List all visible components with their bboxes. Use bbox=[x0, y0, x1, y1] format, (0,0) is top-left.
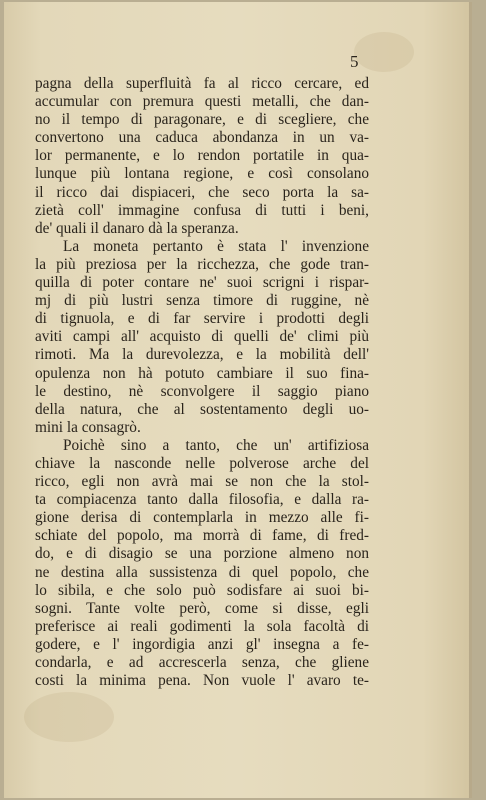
text-line: costi la minima pena. Non vuole l' avaro te- bbox=[35, 672, 369, 690]
text-line: di tignuola, e di far servire i prodotti degli bbox=[35, 310, 369, 328]
text-line: condarla, e ad accrescerla senza, che gliene bbox=[35, 654, 369, 671]
text-line: lo sibila, e che solo può sodisfare ai suoi bi- bbox=[35, 581, 369, 599]
text-line: Poichè sino a tanto, che un' artifiziosa bbox=[63, 436, 369, 454]
text-line: de' quali il danaro dà la speranza. bbox=[35, 219, 239, 237]
text-line: rimoti. Ma la durevolezza, e la mobilità dell' bbox=[35, 346, 369, 364]
text-line: zietà coll' immagine confusa di tutti i beni, bbox=[35, 201, 369, 219]
text-line: La moneta pertanto è stata l' invenzione bbox=[63, 237, 369, 255]
text-line: opulenza non hà potuto cambiare il suo fina- bbox=[35, 364, 369, 382]
book-page bbox=[4, 2, 472, 798]
text-line: mini la consagrò. bbox=[35, 418, 141, 436]
text-line: pagna della superfluità fa al ricco cercare, ed bbox=[35, 75, 369, 92]
text-line: aviti campi all' acquisto di quelli de' climi più bbox=[35, 328, 369, 346]
text-line: no il tempo di paragonare, e di scegliere, che bbox=[35, 111, 369, 129]
text-line: ne destina alla sussistenza di quel popolo, che bbox=[35, 563, 369, 581]
text-line: lor permanente, e lo rendon portatile in qua- bbox=[35, 147, 369, 165]
text-line: lunque più lontana regione, e così consolano bbox=[35, 165, 369, 183]
text-line: quilla di poter contare ne' suoi scrigni i rispar- bbox=[35, 274, 369, 292]
text-line: do, e di disagio se una porzione almeno non bbox=[35, 545, 369, 563]
text-line: ta compiacenza tanto dalla filosofia, e dalla ra- bbox=[35, 491, 369, 509]
text-line: godere, e l' ingordigia anzi gl' insegna a fe- bbox=[35, 635, 369, 653]
text-line: della natura, che al sostentamento degli uo- bbox=[35, 400, 369, 418]
text-line: sogni. Tante volte però, come si disse, egli bbox=[35, 599, 369, 617]
text-line: il ricco dai dispiaceri, che seco porta la sa- bbox=[35, 183, 369, 201]
paper-stain bbox=[24, 692, 114, 742]
paper-stain bbox=[354, 32, 414, 72]
text-line: chiave la nasconde nelle polverose arche del bbox=[35, 454, 369, 472]
body-text bbox=[35, 75, 369, 690]
text-line: ricco, egli non avrà mai se non che la stol- bbox=[35, 473, 369, 491]
page-number: 5 bbox=[350, 52, 359, 71]
text-line: mj di più lustri senza timore di ruggine, nè bbox=[35, 292, 369, 310]
text-line: accumular con premura questi metalli, che dan- bbox=[35, 93, 369, 111]
text-line: le destino, nè sconvolgere il saggio piano bbox=[35, 382, 369, 400]
text-line: la più preziosa per la ricchezza, che gode tran- bbox=[35, 255, 369, 273]
text-line: preferisce ai reali godimenti la sola facoltà di bbox=[35, 617, 369, 635]
text-line: convertono una caduca abondanza in un va- bbox=[35, 129, 369, 147]
text-line: schiate del popolo, ma morrà di fame, di fred- bbox=[35, 527, 369, 545]
text-line: gione derisa di contemplarla in mezzo alle fi- bbox=[35, 509, 369, 527]
